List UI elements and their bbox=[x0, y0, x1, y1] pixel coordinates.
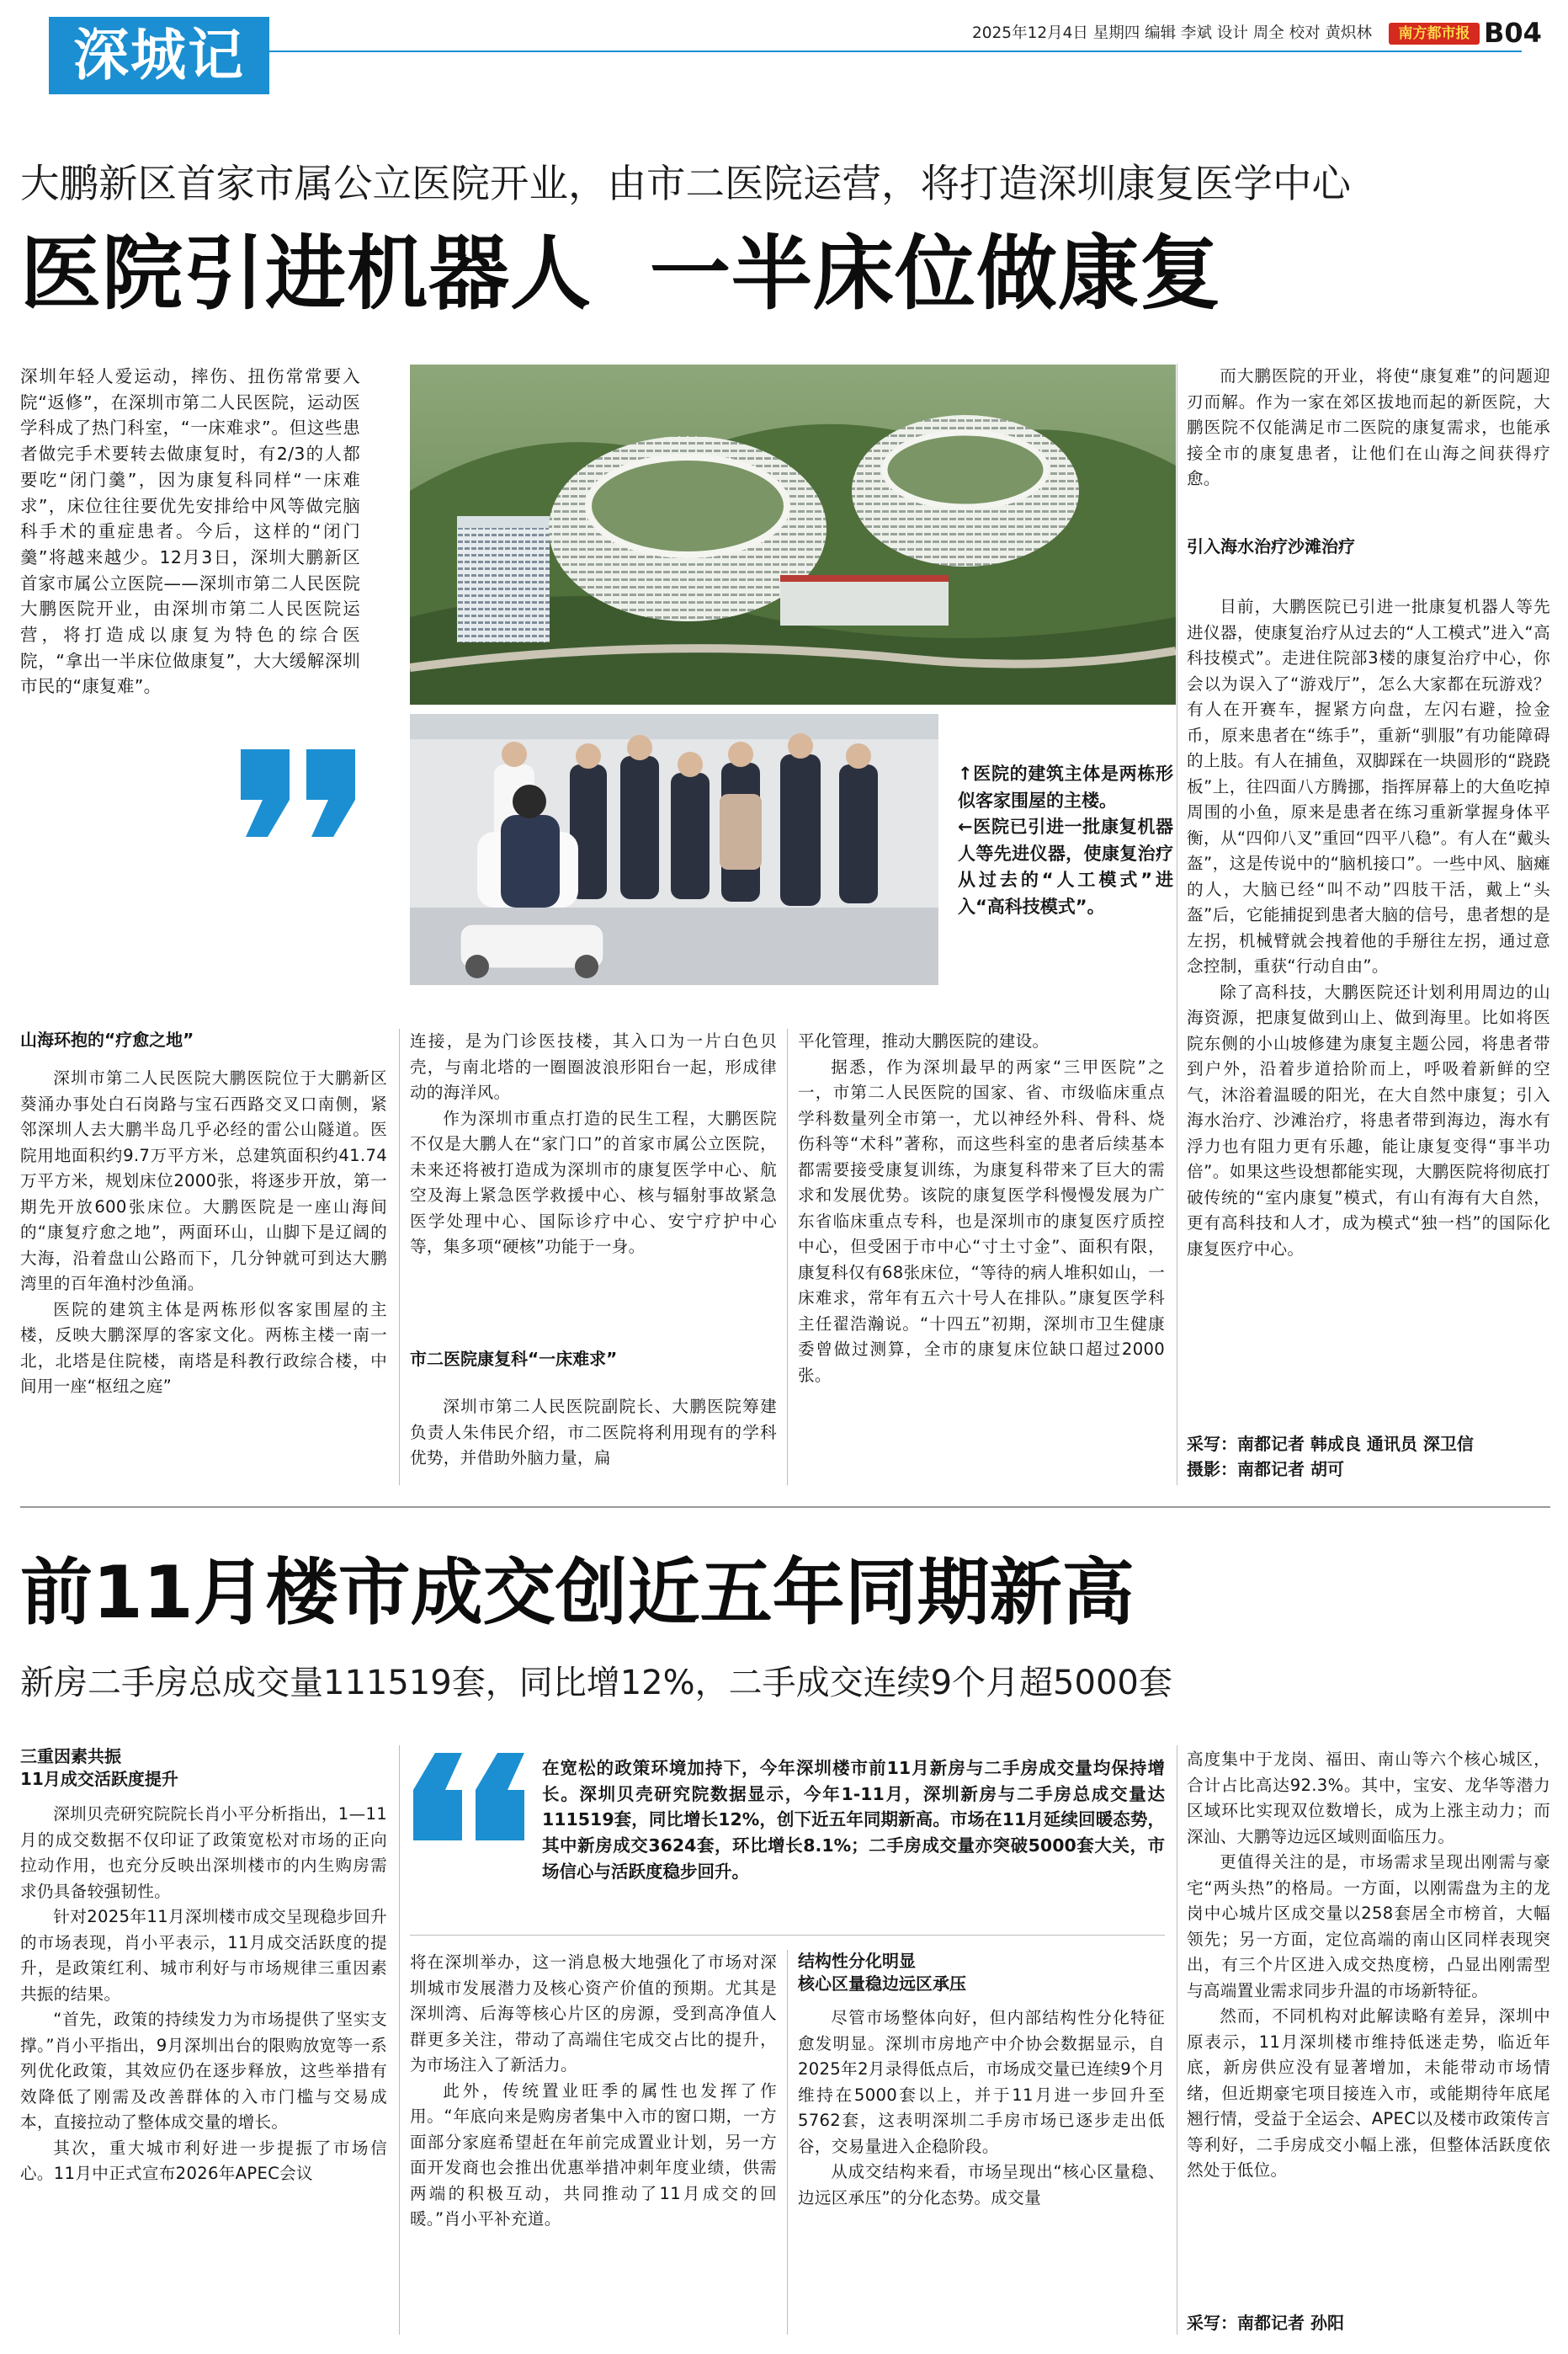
story2-subhead-2 bbox=[798, 1950, 1165, 1995]
newspaper-logo bbox=[1389, 23, 1480, 45]
story1-col2-p1: 连接，是为门诊医技楼，其入口为一片白色贝壳，与南北塔的一圈圈波浪形阳台一起，形成律动的海洋风。 bbox=[410, 1031, 777, 1102]
story2-col1-p4: 其次，重大城市利好进一步提振了市场信心。11月中正式宣布2026年APEC会议 bbox=[20, 2138, 387, 2183]
story2-subhead-1 bbox=[20, 1745, 387, 1791]
story1-credit-photo: 摄影：南都记者 胡可 bbox=[1187, 1459, 1344, 1479]
story1-credit-writer: 采写：南都记者 韩成良 通讯员 深卫信 bbox=[1187, 1434, 1474, 1454]
story1-col2-p2: 作为深圳市重点打造的民生工程，大鹏医院不仅是大鹏人在“家门口”的首家市属公立医院，未来还将被打造成为深圳市的康复医学中心、航空及海上紧急医学救援中心、核与辐射事故紧急医学处理中心、国际诊疗中心、安宁疗护中心等，集多项“硬核”功能于一身。 bbox=[410, 1108, 777, 1256]
story2-col4-p3: 然而，不同机构对此解读略有差异，深圳中原表示，11月深圳楼市维持低迷走势，临近年底，新房供应没有显著增加，未能带动市场情绪，但近期豪宅项目接连入市，或能期待年底尾翘行情，受益于全运会、APEC以及楼市政策传言等利好，二手房成交小幅上涨，但整体活跃度依然处于低位。 bbox=[1187, 2006, 1550, 2180]
story1-subhead-2: 市二医院康复科“一床难求” bbox=[410, 1349, 618, 1369]
story1-lead bbox=[20, 364, 360, 700]
story2-col1-p3: “首先，政策的持续发力为市场提供了坚实支撑。”肖小平指出，9月深圳出台的限购放宽等一系列优化政策，其效应仍在逐步释放，这些举措有效降低了刚需及改善群体的入市门槛与交易成本，直接拉动了整体成交量的增长。 bbox=[20, 2010, 387, 2132]
section-title: 深城记 bbox=[73, 23, 245, 88]
story1-col-4a bbox=[1187, 364, 1550, 493]
rehab-robot-photo bbox=[410, 714, 938, 985]
section-divider bbox=[20, 1506, 1550, 1508]
story2-subhead-1b: 11月成交活跃度提升 bbox=[20, 1769, 178, 1789]
story1-col2-p3: 深圳市第二人民医院副院长、大鹏医院筹建负责人朱伟民介绍，市二医院将利用现有的学科优势，并借助外脑力量，扁 bbox=[410, 1397, 777, 1467]
hospital-aerial-photo bbox=[410, 365, 1176, 705]
col-rule bbox=[399, 1029, 400, 1485]
story1-col4-p3: 除了高科技，大鹏医院还计划利用周边的山海资源，把康复做到山上、做到海里。比如将医院东侧的小山坡修建为康复主题公园，将患者带到户外，沿着步道拾阶而上，呼吸着新鲜的空气，沐浴着温暖的阳光，在大自然中康复；引入海水治疗、沙滩治疗，将患者带到海边，海水有浮力也有阻力更有乐趣，能让康复变得“事半功倍”。如果这些设想都能实现，大鹏医院将彻底打破传统的“室内康复”模式，有山有海有大自然，更有高科技和人才，成为模式“独一档”的国际化康复医疗中心。 bbox=[1187, 982, 1550, 1259]
story1-col4-p2: 目前，大鹏医院已引进一批康复机器人等先进仪器，使康复治疗从过去的“人工模式”进入“高科技模式”。走进住院部3楼的康复治疗中心，你会以为误入了“游戏厅”，怎么大家都在玩游戏？有人在开赛车，握紧方向盘，左闪右避，捡金币，原来患者在“练手”，重新“驯服”有功能障碍的上肢。有人在捕鱼，双脚踩在一块圆形的“跷跷板”上，往四面八方腾挪，指挥屏幕上的大鱼吃掉周围的小鱼，原来是患者在练习重新掌握身体平衡，从“四仰八叉”重回“四平八稳”。有人在“戴头盔”，这是传说中的“脑机接口”。一些中风、脑瘫的人，大脑已经“叫不动”四肢干活，戴上“头盔”后，它能捕捉到患者大脑的信号，患者想的是左拐，机械臂就会拽着他的手掰往左拐，通过意念控制，重获“行动自由”。 bbox=[1187, 597, 1550, 976]
section-banner bbox=[49, 17, 269, 94]
story2-col3-p2: 从成交结构来看，市场呈现出“核心区量稳、边远区承压”的分化态势。成交量 bbox=[798, 2162, 1165, 2208]
col-rule bbox=[399, 1745, 400, 2335]
story2-col-4 bbox=[1187, 1747, 1550, 2184]
story2-col3-p1: 尽管市场整体向好，但内部结构性分化特征愈发明显。深圳市房地产中介协会数据显示，自2025年2月录得低点后，市场成交量已连续9个月维持在5000套以上，并于11月进一步回升至5762套，这表明深圳二手房市场已逐步走出低谷，交易量进入企稳阶段。 bbox=[798, 2008, 1165, 2156]
caption-robot: ←医院已引进一批康复机器人等先进仪器，使康复治疗从过去的“人工模式”进入“高科技模式”。 bbox=[958, 817, 1173, 917]
story1-col3-p2: 据悉，作为深圳最早的两家“三甲医院”之一，市第二人民医院的国家、省、市级临床重点学科数量列全市第一，尤以神经外科、骨科、烧伤科等“术科”著称，而这些科室的患者后续基本都需要接受康复训练，为康复科带来了巨大的需求和发展优势。该院的康复医学科慢慢发展为广东省临床重点专科，也是深圳市的康复医疗质控中心，但受困于市中心“寸土寸金”、面积有限，康复科仅有68张床位，“等待的病人堆积如山，一床难求，常年有五六十号人在排队。”康复医学科主任翟浩瀚说。“十四五”初期，深圳市卫生健康委曾做过测算，全市的康复床位缺口超过2000张。 bbox=[798, 1057, 1165, 1385]
story2-col-3 bbox=[798, 2005, 1165, 2211]
col-rule bbox=[787, 1950, 788, 2335]
lead-paragraph: 深圳年轻人爱运动，摔伤、扭伤常常要入院“返修”，在深圳市第二人民医院，运动医学科成了热门科室，“一床难求”。但这些患者做完手术要转去做康复时，有2/3的人都要吃“闭门羹”，因为康复科同样“一床难求”，床位往往要优先安排给中风等做完脑科手术的重症患者。今后，这样的“闭门羹”将越来越少。12月3日，深圳大鹏新区首家市属公立医院——深圳市第二人民医院大鹏医院开业，由深圳市第二人民医院运营，将打造成以康复为特色的综合医院，“拿出一半床位做康复”，大大缓解深圳市民的“康复难”。 bbox=[20, 366, 360, 697]
story1-kicker: 大鹏新区首家市属公立医院开业，由市二医院运营，将打造深圳康复医学中心 bbox=[20, 161, 1351, 206]
story2-subhead-1a: 三重因素共振 bbox=[20, 1746, 121, 1766]
caption-aerial: ↑医院的建筑主体是两栋形似客家围屋的主楼。 bbox=[958, 764, 1173, 811]
story2-headline: 前11月楼市成交创近五年同期新高 bbox=[20, 1551, 1135, 1635]
story2-lead: 在宽松的政策环境加持下，今年深圳楼市前11月新房与二手房成交量均保持增长。深圳贝壳研究院数据显示，今年1-11月，深圳新房与二手房总成交量达111519套，同比增长12%，创下近五年同期新高。市场在11月延续回暖态势，其中新房成交3624套，环比增长8.1%；二手房成交量亦突破5000套大关，市场信心与活跃度稳步回升。 bbox=[542, 1758, 1165, 1882]
story2-col4-p2: 更值得关注的是，市场需求呈现出刚需与豪宅“两头热”的格局。一方面，以刚需盘为主的龙岗中心城片区成交量以258套居全市榜首，大幅领先；另一方面，定位高端的南山区同样表现突出，有三个片区进入成交热度榜，凸显出刚需型与高端置业需求同步升温的市场新特征。 bbox=[1187, 1852, 1550, 2000]
header-rule bbox=[269, 51, 1522, 52]
photo-caption bbox=[958, 761, 1173, 920]
lead-divider bbox=[410, 1935, 1165, 1936]
story1-subhead-1: 山海环抱的“疗愈之地” bbox=[20, 1030, 194, 1050]
story2-col-1 bbox=[20, 1802, 387, 2187]
story1-col-2b bbox=[410, 1394, 777, 1472]
page-number: B04 bbox=[1484, 17, 1542, 49]
newspaper-logo-text: 南方都市报 bbox=[1398, 25, 1470, 42]
story1-col1-p2: 医院的建筑主体是两栋形似客家围屋的主楼，反映大鹏深厚的客家文化。两栋主楼一南一北，北塔是住院楼，南塔是科教行政综合楼，中间用一座“枢纽之庭” bbox=[20, 1299, 387, 1396]
col-rule bbox=[787, 1029, 788, 1485]
story2-credit: 采写：南都记者 孙阳 bbox=[1187, 2313, 1344, 2333]
story1-subhead-3: 引入海水治疗沙滩治疗 bbox=[1187, 536, 1355, 557]
story2-col-2 bbox=[410, 1950, 777, 2233]
story2-subtitle: 新房二手房总成交量111519套，同比增12%，二手成交连续9个月超5000套 bbox=[20, 1664, 1172, 1702]
story1-col3-p1: 平化管理，推动大鹏医院的建设。 bbox=[798, 1031, 1050, 1051]
story2-col2-p2: 此外，传统置业旺季的属性也发挥了作用。“年底向来是购房者集中入市的窗口期，一方面部分家庭希望赶在年前完成置业计划，另一方面开发商也会推出优惠举措冲刺年度业绩，供需两端的积极互动，共同推动了11月成交的回暖。”肖小平补充道。 bbox=[410, 2080, 777, 2229]
story2-col1-p1: 深圳贝壳研究院院长肖小平分析指出，1—11月的成交数据不仅印证了政策宽松对市场的正向拉动作用，也充分反映出深圳楼市的内生购房需求仍具备较强韧性。 bbox=[20, 1804, 387, 1901]
story2-col2-p1: 将在深圳举办，这一消息极大地强化了市场对深圳城市发展潜力及核心资产价值的预期。尤其是深圳湾、后海等核心片区的房源，受到高净值人群更多关注，带动了高端住宅成交占比的提升，为市场注入了新活力。 bbox=[410, 1952, 777, 2074]
story2-subhead-2a: 结构性分化明显 bbox=[798, 1951, 916, 1971]
story2-subhead-2b: 核心区量稳边远区承压 bbox=[798, 1973, 966, 1994]
story1-headline: 医院引进机器人 一半床位做康复 bbox=[20, 226, 1221, 321]
story1-credit bbox=[1187, 1431, 1550, 1482]
story1-col1-p1: 深圳市第二人民医院大鹏医院位于大鹏新区葵涌办事处白石岗路与宝石西路交叉口南侧，紧邻深圳人去大鹏半岛几乎必经的雷公山隧道。医院用地面积约9.7万平方米，总建筑面积约41.74万平方米，规划床位2000张，将逐步开放，第一期先开放600张床位。大鹏医院是一座山海间的“康复疗愈之地”，两面环山，山脚下是辽阔的大海，沿着盘山公路而下，几分钟就可到达大鹏湾里的百年渔村沙鱼涌。 bbox=[20, 1068, 387, 1293]
story1-col-1 bbox=[20, 1066, 387, 1400]
story1-col-4b bbox=[1187, 594, 1550, 1262]
header-meta: 2025年12月4日 星期四 编辑 李斌 设计 周全 校对 黄炽林 bbox=[972, 24, 1373, 42]
story1-col4-p1: 而大鹏医院的开业，将使“康复难”的问题迎刃而解。作为一家在郊区拔地而起的新医院，大鹏医院不仅能满足市二医院的康复需求，也能承接全市的康复患者，让他们在山海之间获得疗愈。 bbox=[1187, 366, 1550, 488]
story2-col1-p2: 针对2025年11月深圳楼市成交呈现稳步回升的市场表现，肖小平表示，11月成交活跃度的提升，是政策红利、城市利好与市场规律三重因素共振的结果。 bbox=[20, 1907, 387, 2004]
story1-col-3 bbox=[798, 1029, 1165, 1388]
story2-col4-p1: 高度集中于龙岗、福田、南山等六个核心城区，合计占比高达92.3%。其中，宝安、龙华等潜力区域环比实现双位数增长，成为上涨主动力；而深汕、大鹏等边远区域则面临压力。 bbox=[1187, 1750, 1550, 1846]
story2-quote-icon bbox=[410, 1753, 528, 1844]
story1-col-2 bbox=[410, 1029, 777, 1260]
quote-mark-icon bbox=[237, 749, 360, 840]
